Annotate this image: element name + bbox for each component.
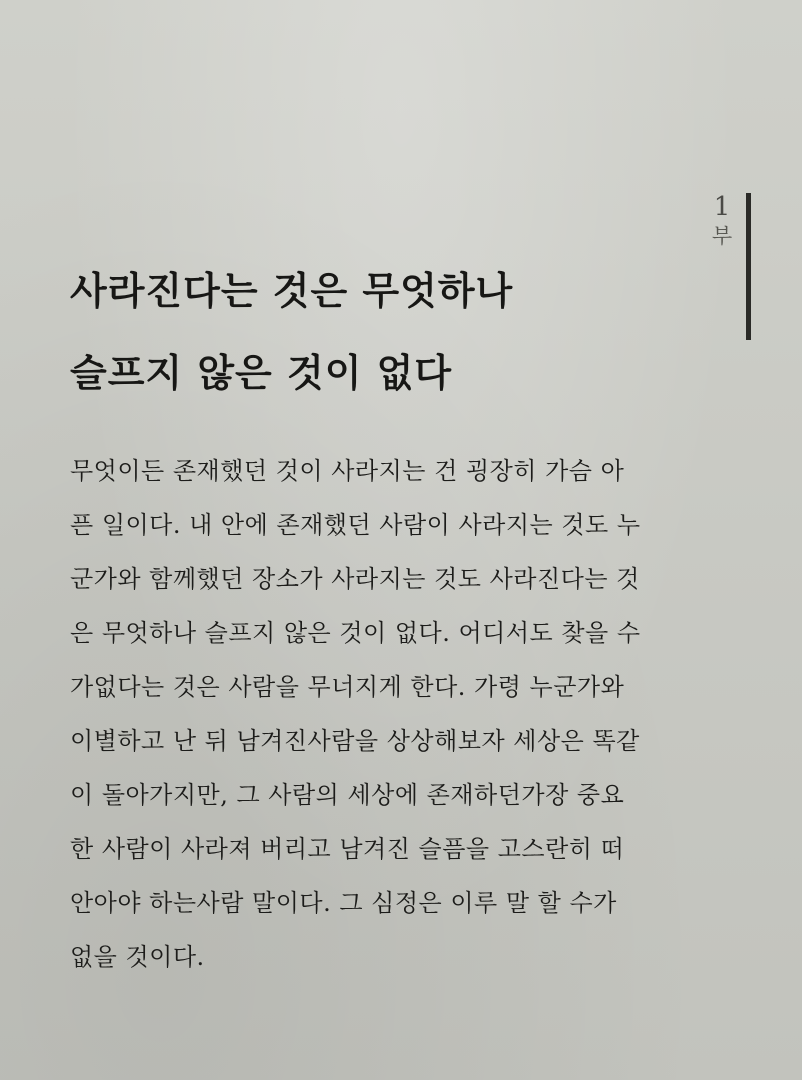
body-line: 픈 일이다. 내 안에 존재했던 사람이 사라지는 것도 누 (70, 511, 641, 539)
body-line: 은 무엇하나 슬프지 않은 것이 없다. 어디서도 찾을 수 (70, 619, 641, 647)
title-line: 사라진다는 것은 무엇하나 (70, 268, 514, 313)
body-line: 한 사람이 사라져 버리고 남겨진 슬픔을 고스란히 떠 (70, 835, 625, 863)
body-line: 이 돌아가지만, 그 사람의 세상에 존재하던가장 중요 (70, 781, 625, 809)
chapter-title (70, 250, 710, 414)
part-number: 1 (713, 192, 731, 222)
part-divider-bar (746, 193, 751, 340)
part-label: 부 (711, 224, 733, 248)
body-line: 없을 것이다. (70, 943, 205, 971)
body-line: 군가와 함께했던 장소가 사라지는 것도 사라진다는 것 (70, 565, 640, 593)
body-paragraph (70, 444, 750, 984)
title-line: 슬프지 않은 것이 없다 (70, 350, 453, 395)
body-line: 가없다는 것은 사람을 무너지게 한다. 가령 누군가와 (70, 673, 625, 701)
body-line: 무엇이든 존재했던 것이 사라지는 건 굉장히 가슴 아 (70, 457, 625, 485)
body-line: 안아야 하는사람 말이다. 그 심정은 이루 말 할 수가 (70, 889, 617, 917)
part-marker (706, 192, 738, 250)
body-line: 이별하고 난 뒤 남겨진사람을 상상해보자 세상은 똑같 (70, 727, 640, 755)
